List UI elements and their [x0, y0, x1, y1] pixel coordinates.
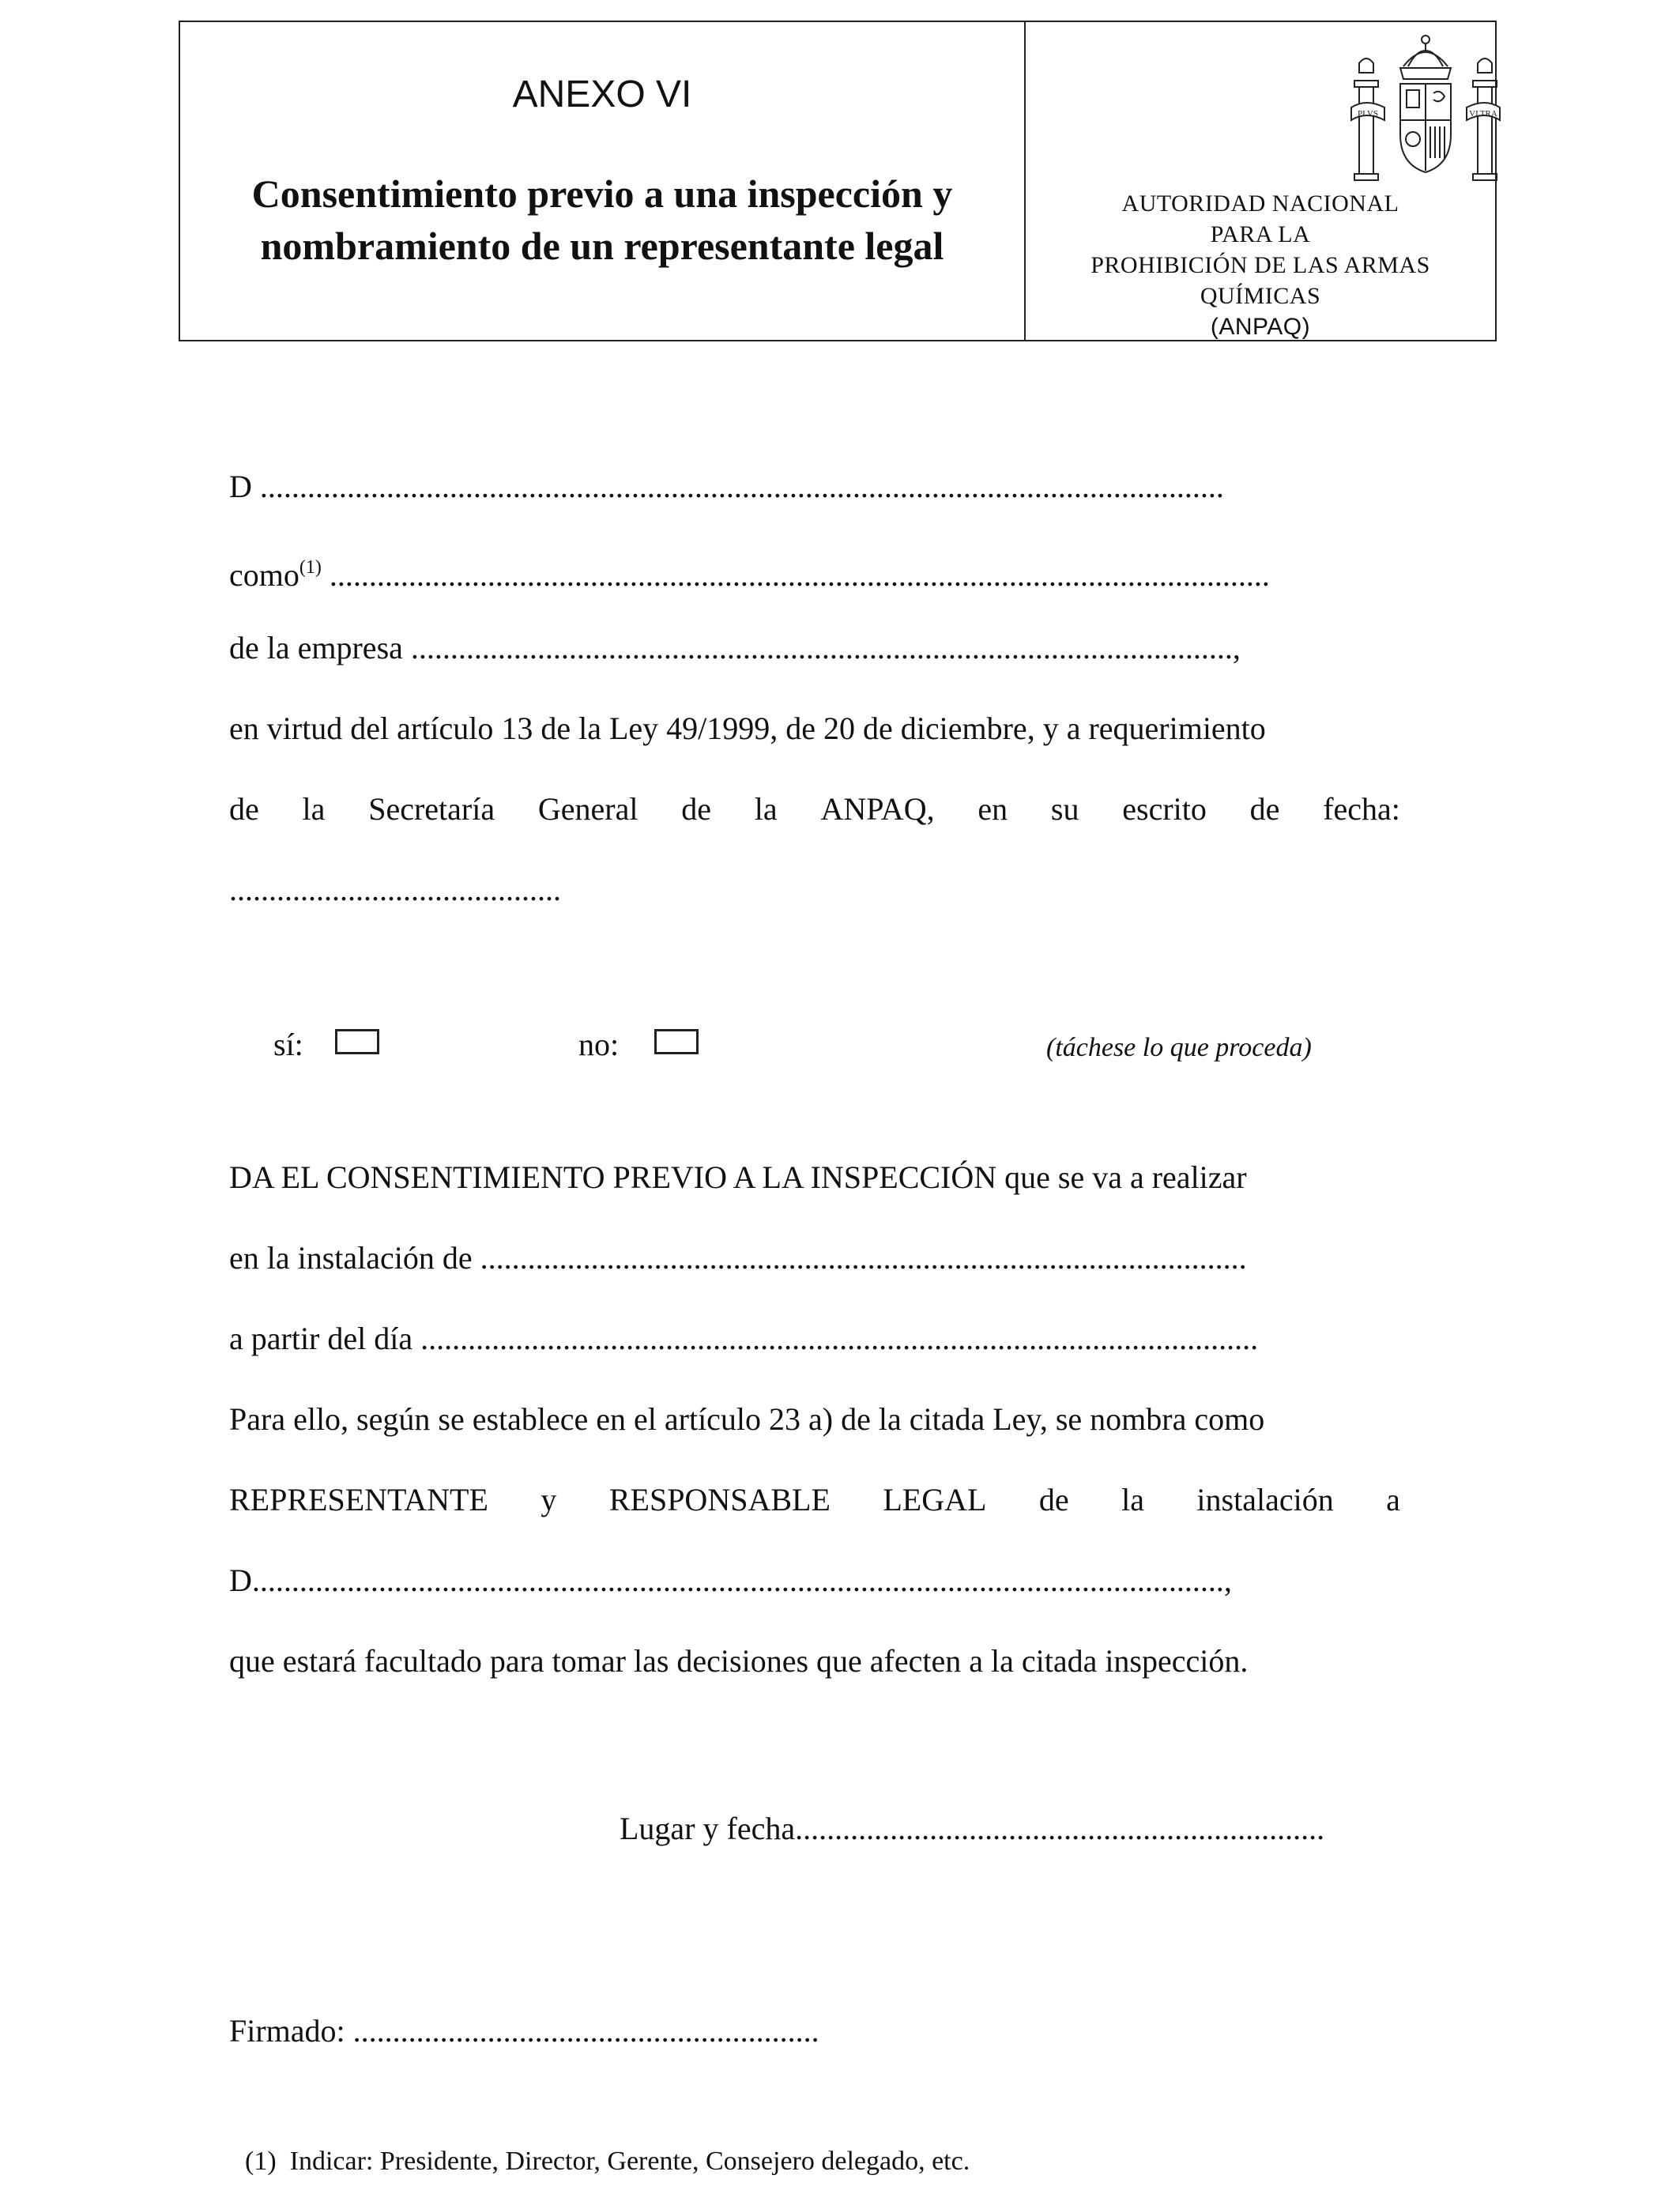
secretaria-word: ANPAQ,: [820, 791, 935, 827]
authority-line-2: PARA LA: [1210, 221, 1311, 247]
representante-word: de: [1038, 1482, 1069, 1517]
representante-word: a: [1386, 1482, 1400, 1517]
instruction-tachese: (táchese lo que proceda): [1046, 1033, 1312, 1062]
field-lugar-fecha[interactable]: Lugar y fecha...................................................................: [620, 1811, 1325, 1846]
footnote-marker: (1): [245, 2147, 277, 2176]
representante-word: REPRESENTANTE: [229, 1482, 488, 1517]
secretaria-word: de: [229, 791, 259, 827]
option-si-label: sí:: [273, 1027, 303, 1062]
text-para-ello: Para ello, según se establece en el artículo 23 a) de la citada Ley, se nombra como: [229, 1401, 1265, 1437]
form-title-line-1: Consentimiento previo a una inspección y: [251, 172, 953, 216]
header-title-cell: [180, 22, 1026, 340]
text-facultado: que estará facultado para tomar las decisiones que afecten a la citada inspección.: [229, 1643, 1249, 1679]
secretaria-word: su: [1050, 791, 1079, 827]
checkbox-si[interactable]: [335, 1029, 379, 1054]
field-d-representante[interactable]: D...........................................................................................................................,: [229, 1563, 1232, 1598]
field-instalacion[interactable]: en la instalación de .................................................................................................: [229, 1240, 1247, 1276]
firmado-dots: ...........................................................: [345, 2013, 819, 2049]
coat-of-arms-icon: [1348, 32, 1503, 182]
text-representante: [229, 1481, 1400, 1519]
secretaria-word: de: [1249, 791, 1280, 827]
como-label: como: [229, 557, 299, 593]
field-firmado[interactable]: [229, 2012, 1400, 2050]
representante-word: instalación: [1196, 1482, 1334, 1517]
checkbox-no[interactable]: [654, 1029, 699, 1054]
option-no-label: no:: [578, 1027, 620, 1062]
secretaria-word: fecha:: [1323, 791, 1400, 827]
representante-word: la: [1121, 1482, 1144, 1517]
representante-word: RESPONSABLE: [608, 1482, 831, 1517]
authority-line-1: AUTORIDAD NACIONAL: [1121, 190, 1399, 217]
secretaria-word: General: [537, 791, 638, 827]
como-dots: .......................................................................................................................: [321, 557, 1270, 593]
header-table: [179, 21, 1497, 341]
authority-name: [1026, 188, 1495, 342]
footnote-text: Indicar: Presidente, Director, Gerente, Consejero delegado, etc.: [289, 2147, 970, 2176]
secretaria-word: la: [302, 791, 326, 827]
firmado-label: Firmado:: [229, 2013, 345, 2049]
field-como[interactable]: [229, 548, 1400, 594]
text-secretaria: [229, 790, 1400, 828]
authority-line-3: PROHIBICIÓN DE LAS ARMAS: [1090, 252, 1430, 278]
secretaria-word: de: [681, 791, 712, 827]
secretaria-word: la: [754, 791, 778, 827]
field-fecha[interactable]: ..........................................: [229, 872, 561, 907]
representante-word: y: [541, 1482, 557, 1517]
secretaria-word: Secretaría: [368, 791, 495, 827]
field-d-name[interactable]: D ..........................................................................................................................: [229, 469, 1224, 504]
text-consent: DA EL CONSENTIMIENTO PREVIO A LA INSPECCIÓN que se va a realizar: [229, 1159, 1247, 1195]
footnote: [245, 2145, 970, 2178]
representante-word: LEGAL: [883, 1482, 987, 1517]
authority-acronym: (ANPAQ): [1210, 314, 1311, 340]
authority-line-4: QUÍMICAS: [1200, 283, 1321, 309]
text-virtud: en virtud del artículo 13 de la Ley 49/1999, de 20 de diciembre, y a requerimiento: [229, 711, 1266, 746]
header-authority-cell: [1026, 22, 1495, 340]
emblem-motto-left: PLVS: [1358, 109, 1378, 119]
form-title-line-2: nombramiento de un representante legal: [260, 224, 944, 268]
footnote-ref: (1): [299, 557, 322, 578]
secretaria-word: en: [977, 791, 1008, 827]
annex-title: ANEXO VI: [512, 74, 692, 115]
form-title: [180, 168, 1024, 272]
field-partir-dia[interactable]: a partir del día ..........................................................................................................: [229, 1321, 1259, 1356]
secretaria-word: escrito: [1122, 791, 1207, 827]
field-empresa[interactable]: de la empresa ........................................................................................................,: [229, 630, 1241, 665]
emblem-motto-right: VLTRA: [1469, 109, 1497, 119]
